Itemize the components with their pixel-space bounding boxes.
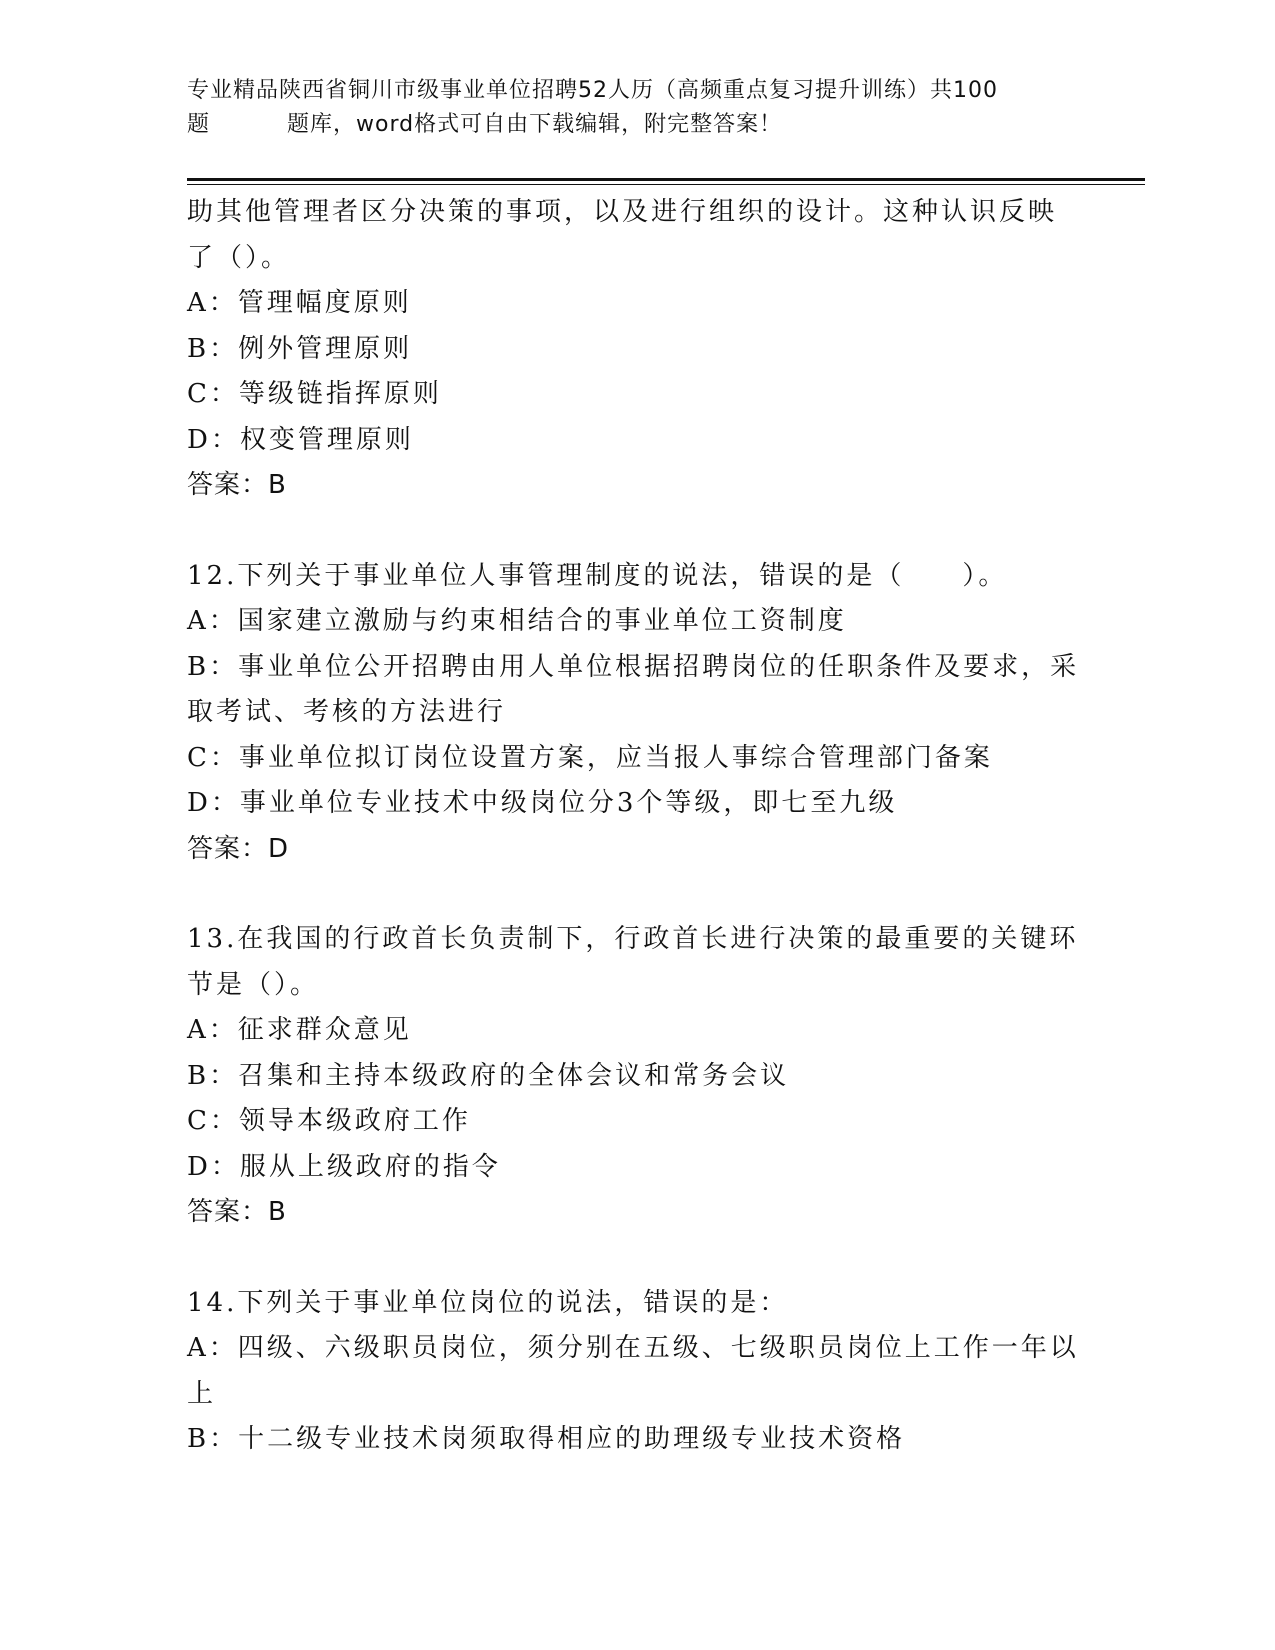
header-line2-lead: 题 [187,112,211,137]
header-divider-thick [187,178,1145,181]
header-title-line2 [187,108,1087,142]
question-block [187,1281,1087,1463]
option-a: A：四级、六级职员岗位，须分别在五级、七级职员岗位上工作一年以 [187,1333,1079,1363]
answer-line: 答案：D [187,833,290,864]
question-block [187,190,1087,509]
option-d: D：权变管理原则 [187,424,414,455]
question-block [187,917,1087,1236]
question-stem-line: 助其他管理者区分决策的事项，以及进行组织的设计。这种认识反映 [187,197,1058,227]
answer-line: 答案：B [187,470,287,500]
question-content [187,190,1087,1463]
option-a: A：征求群众意见 [187,1015,412,1045]
option-a-continued: 上 [187,1378,217,1409]
option-b: B：事业单位公开招聘由用人单位根据招聘岗位的任职条件及要求，采 [187,651,1080,682]
answer-line: 答案：B [187,1197,287,1227]
spacer [187,872,1087,917]
option-b: B：召集和主持本级政府的全体会议和常务会议 [187,1060,790,1091]
spacer [187,1236,1087,1281]
question-stem-line: 14.下列关于事业单位岗位的说法，错误的是： [187,1287,789,1318]
option-b: B：例外管理原则 [187,333,413,364]
header-line2-text: 题库，word格式可自由下载编辑，附完整答案！ [287,112,783,137]
option-a: A：国家建立激励与约束相结合的事业单位工资制度 [187,606,847,636]
question-stem-line: 了（）。 [187,242,291,273]
option-c: C：等级链指挥原则 [187,379,442,409]
spacer [187,509,1087,554]
option-b: B：十二级专业技术岗须取得相应的助理级专业技术资格 [187,1424,906,1454]
option-b-continued: 取考试、考核的方法进行 [187,697,507,727]
option-c: C：事业单位拟订岗位设置方案，应当报人事综合管理部门备案 [187,742,993,773]
option-a: A：管理幅度原则 [187,288,412,318]
page-header [187,74,1087,142]
option-d: D：服从上级政府的指令 [187,1151,501,1182]
question-block [187,554,1087,873]
header-title-line1: 专业精品陕西省铜川市级事业单位招聘52人历（高频重点复习提升训练）共100 [187,78,998,103]
question-stem-line: 节是（）。 [187,969,320,1000]
option-d: D：事业单位专业技术中级岗位分3个等级，即七至九级 [187,788,898,818]
question-stem-line: 13.在我国的行政首长负责制下，行政首长进行决策的最重要的关键环 [187,924,1079,954]
header-divider-thin [187,184,1145,185]
option-c: C：领导本级政府工作 [187,1106,471,1136]
question-stem-line: 12.下列关于事业单位人事管理制度的说法，错误的是（ ）。 [187,560,1008,591]
